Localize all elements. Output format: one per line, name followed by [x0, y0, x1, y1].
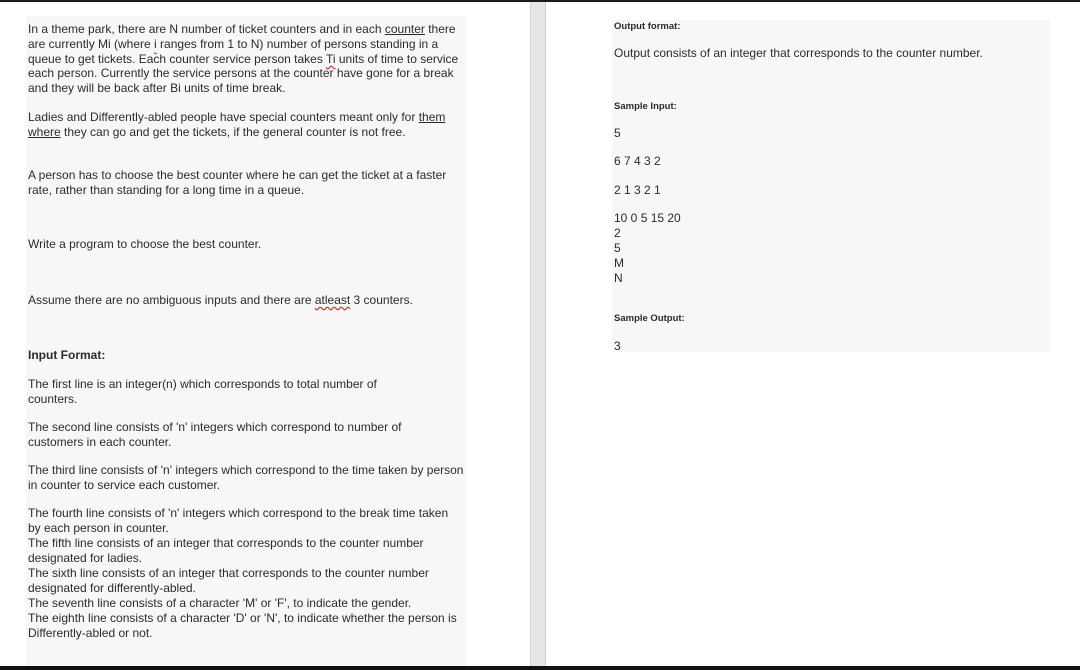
sample-input-line-2: 6 7 4 3 2	[614, 154, 661, 168]
sample-input-line-7: M	[614, 256, 624, 270]
text-span: Assume there are no ambiguous inputs and there are	[28, 293, 315, 307]
sample-input-line-8: N	[614, 271, 623, 285]
them-where-link[interactable]: them where	[28, 110, 446, 139]
counter-link[interactable]: counter	[384, 22, 425, 36]
problem-statement-panel	[26, 16, 466, 666]
output-format-text: Output consists of an integer that corresponds to the counter number.	[614, 46, 983, 60]
sample-input-heading: Sample Input:	[614, 101, 677, 112]
output-format-heading: Output format:	[614, 21, 681, 32]
input-format-line-6: The sixth line consists of an integer that corresponds to the counter number designated for differently-abled.	[28, 566, 429, 595]
spellcheck-word: i	[154, 36, 157, 51]
sample-input-line-1: 5	[614, 126, 621, 140]
input-format-line-2: The second line consists of 'n' integers which correspond to number of customers in each counter.	[28, 420, 402, 449]
problem-paragraph-1	[28, 22, 464, 96]
input-format-line-7: The seventh line consists of a character 'M' or 'F', to indicate the gender.	[28, 596, 412, 610]
input-format-line-1: The first line is an integer(n) which corresponds to total number of counters.	[28, 377, 377, 406]
spellcheck-word: Ti	[325, 51, 336, 66]
input-format-line-4: The fourth line consists of 'n' integers which correspond to the break time taken by each person in counter.	[28, 506, 449, 535]
problem-paragraph-5	[28, 293, 464, 308]
input-format-line-5: The fifth line consists of an integer that corresponds to the counter number designated for ladies.	[28, 536, 424, 565]
problem-paragraph-4: Write a program to choose the best counter.	[28, 237, 262, 251]
sample-input-line-5: 2	[614, 226, 621, 240]
sample-output-value: 3	[614, 339, 621, 353]
page-gutter	[530, 2, 546, 666]
input-format-heading: Input Format:	[28, 348, 106, 362]
text-span: there are currently Mi (where	[28, 22, 456, 51]
sample-input-line-3: 2 1 3 2 1	[614, 183, 661, 197]
text-span: ranges from 1 to N) number of persons standing in a queue to get tickets. Each counter service person takes	[28, 36, 439, 66]
input-format-line-3: The third line consists of 'n' integers which correspond to the time taken by person in counter to service each customer.	[28, 463, 464, 492]
input-format-line-8: The eighth line consists of a character 'D' or 'N', to indicate whether the person is Differently-abled or not.	[28, 611, 457, 640]
spellcheck-word: atleast	[314, 293, 351, 307]
sample-input-line-4: 10 0 5 15 20	[614, 211, 681, 225]
bottom-border	[0, 666, 1080, 670]
sample-input-line-6: 5	[614, 241, 621, 255]
sample-output-heading: Sample Output:	[614, 313, 685, 324]
text-span: In a theme park, there are N number of ticket counters and in each	[28, 22, 385, 36]
text-span: units of time to service each person. Currently the service persons at the counter have gone for a break and they will be back after Bi units of time break.	[28, 51, 459, 96]
text-span: 3 counters.	[350, 293, 413, 307]
io-format-panel	[612, 20, 1050, 352]
problem-paragraph-3: A person has to choose the best counter where he can get the ticket at a faster rate, rather than standing for a long time in a queue.	[28, 168, 447, 197]
text-span: they can go and get the tickets, if the general counter is not free.	[60, 124, 406, 139]
problem-paragraph-2	[28, 110, 464, 140]
text-span: Ladies and Differently-abled people have special counters meant only for	[28, 110, 419, 124]
